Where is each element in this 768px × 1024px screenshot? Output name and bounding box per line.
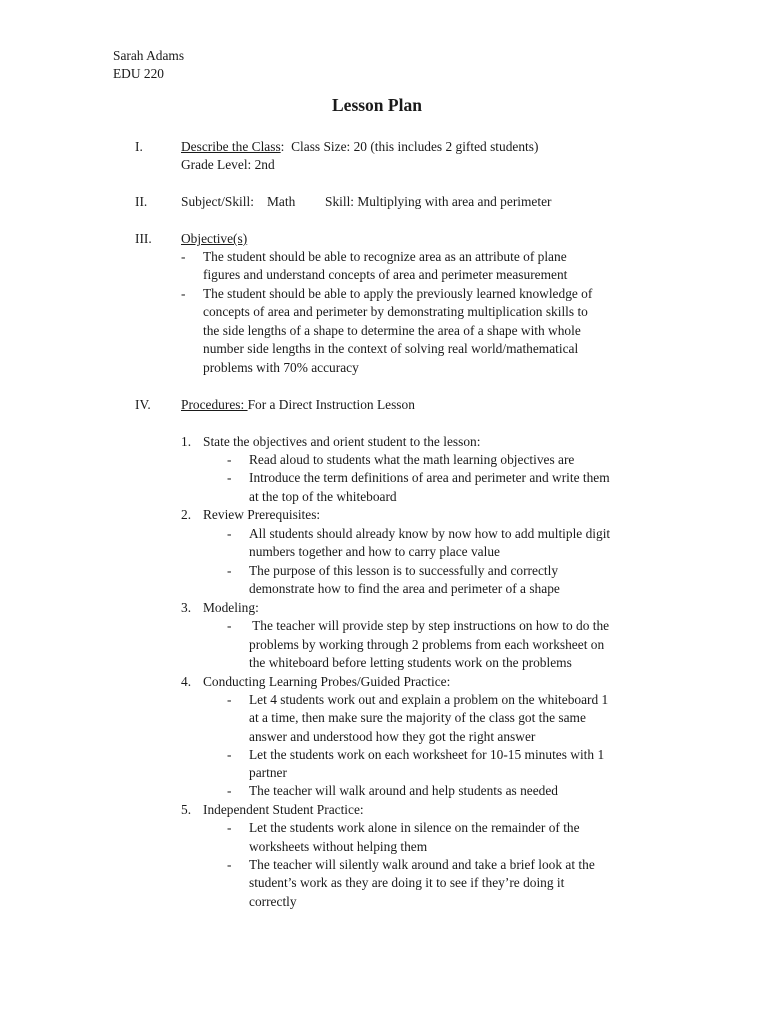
procedures-subtitle: For a Direct Instruction Lesson bbox=[247, 397, 415, 412]
objective-line: concepts of area and perimeter by demonstrating multiplication skills to bbox=[203, 304, 588, 319]
step-item-line: All students should already know by now how to add multiple digit bbox=[249, 526, 611, 541]
step-number: 2. bbox=[181, 507, 192, 522]
step-item-line: The teacher will silently walk around and take a brief look at the bbox=[249, 857, 595, 872]
skill-value: Skill: Multiplying with area and perimeter bbox=[325, 194, 552, 209]
procedures-heading-line bbox=[181, 396, 415, 414]
step-label: State the objectives and orient student to the lesson: bbox=[203, 434, 481, 449]
step-label: Review Prerequisites: bbox=[203, 507, 321, 522]
step-item-line: The teacher will walk around and help students as needed bbox=[249, 783, 558, 798]
section-numeral: II. bbox=[135, 194, 148, 209]
bullet-dash: - bbox=[227, 820, 232, 835]
step-item-line: at the top of the whiteboard bbox=[249, 489, 397, 504]
bullet-dash: - bbox=[227, 747, 232, 762]
bullet-dash: - bbox=[181, 249, 186, 264]
author-name: Sarah Adams bbox=[113, 48, 185, 63]
step-item-line: worksheets without helping them bbox=[249, 839, 428, 854]
step-item-line: partner bbox=[249, 765, 287, 780]
step-item-line: Introduce the term definitions of area and perimeter and write them bbox=[249, 470, 610, 485]
objectives-heading: Objective(s) bbox=[181, 231, 248, 246]
step-item-line: The purpose of this lesson is to successfully and correctly bbox=[249, 563, 559, 578]
step-label: Modeling: bbox=[203, 600, 259, 615]
step-item-line: the whiteboard before letting students work on the problems bbox=[249, 655, 572, 670]
step-item-line: numbers together and how to carry place value bbox=[249, 544, 500, 559]
objective-line: The student should be able to apply the previously learned knowledge of bbox=[203, 286, 593, 301]
objective-line: problems with 70% accuracy bbox=[203, 360, 359, 375]
bullet-dash: - bbox=[227, 692, 232, 707]
document-title: Lesson Plan bbox=[332, 95, 422, 115]
objective-line: figures and understand concepts of area and perimeter measurement bbox=[203, 267, 568, 282]
objective-line: number side lengths in the context of solving real world/mathematical bbox=[203, 341, 579, 356]
step-item-line: problems by working through 2 problems from each worksheet on bbox=[249, 637, 605, 652]
step-item-line: Let the students work alone in silence on the remainder of the bbox=[249, 820, 580, 835]
grade-level: Grade Level: 2nd bbox=[181, 157, 275, 172]
section-numeral: IV. bbox=[135, 397, 151, 412]
step-item-line: at a time, then make sure the majority of the class got the same bbox=[249, 710, 586, 725]
step-item-line: The teacher will provide step by step instructions on how to do the bbox=[249, 618, 610, 633]
bullet-dash: - bbox=[227, 563, 232, 578]
bullet-dash: - bbox=[227, 452, 232, 467]
step-label: Independent Student Practice: bbox=[203, 802, 364, 817]
subject-value: Math bbox=[267, 194, 296, 209]
step-number: 4. bbox=[181, 674, 192, 689]
procedures-heading: Procedures: bbox=[181, 397, 248, 412]
subject-heading: Subject/Skill: bbox=[181, 194, 254, 209]
step-item-line: student’s work as they are doing it to see if they’re doing it bbox=[249, 875, 565, 890]
step-number: 3. bbox=[181, 600, 192, 615]
section-numeral: I. bbox=[135, 139, 143, 154]
step-item-line: answer and understood how they got the right answer bbox=[249, 729, 536, 744]
step-item-line: Read aloud to students what the math learning objectives are bbox=[249, 452, 575, 467]
step-item-line: demonstrate how to find the area and perimeter of a shape bbox=[249, 581, 560, 596]
step-number: 5. bbox=[181, 802, 192, 817]
step-label: Conducting Learning Probes/Guided Practice: bbox=[203, 674, 451, 689]
bullet-dash: - bbox=[227, 526, 232, 541]
class-heading: Describe the Class bbox=[181, 139, 281, 154]
step-number: 1. bbox=[181, 434, 192, 449]
course-code: EDU 220 bbox=[113, 66, 164, 81]
bullet-dash: - bbox=[227, 470, 232, 485]
bullet-dash: - bbox=[227, 857, 232, 872]
bullet-dash: - bbox=[227, 618, 232, 633]
bullet-dash: - bbox=[227, 783, 232, 798]
class-description-line bbox=[181, 138, 538, 156]
class-size: Class Size: 20 (this includes 2 gifted students) bbox=[291, 139, 539, 154]
step-item-line: correctly bbox=[249, 894, 297, 909]
section-numeral: III. bbox=[135, 231, 152, 246]
step-item-line: Let 4 students work out and explain a problem on the whiteboard 1 bbox=[249, 692, 609, 707]
step-item-line: Let the students work on each worksheet for 10-15 minutes with 1 bbox=[249, 747, 605, 762]
objective-line: the side lengths of a shape to determine the area of a shape with whole bbox=[203, 323, 581, 338]
bullet-dash: - bbox=[181, 286, 186, 301]
objective-line: The student should be able to recognize area as an attribute of plane bbox=[203, 249, 567, 264]
class-heading-colon: : bbox=[280, 139, 285, 154]
